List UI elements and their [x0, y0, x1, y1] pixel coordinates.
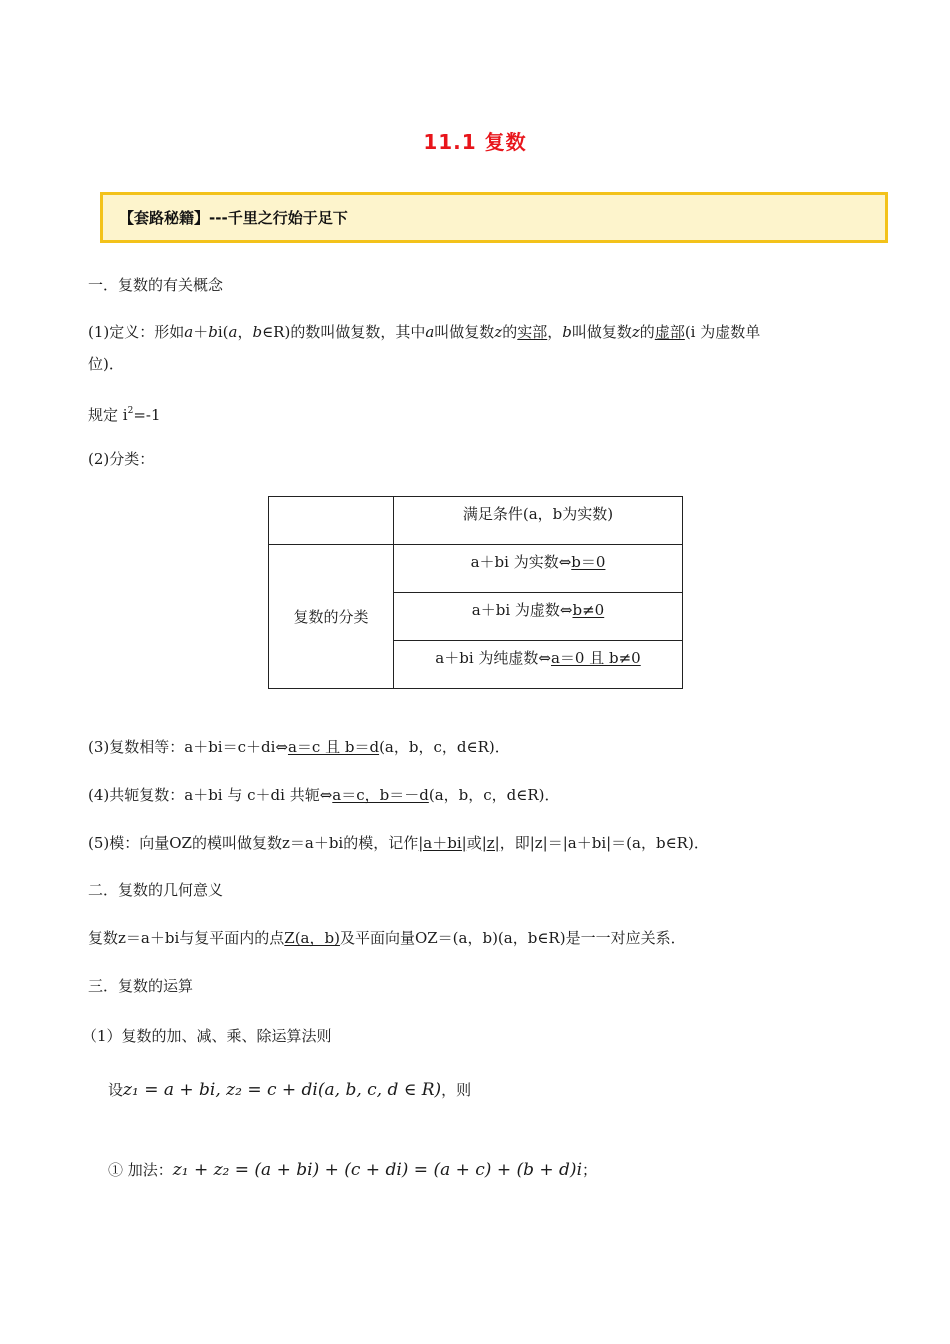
tips-banner [100, 192, 888, 243]
rule-text: 规定 i [88, 406, 128, 424]
equality-expr: a＋bi＝c＋di⇔ [184, 738, 288, 756]
addition-formula: z₁ + z₂ = (a + bi) + (c + di) = (a + c) + (b + d)i [172, 1160, 583, 1180]
modulus-tail: ，即|z|＝|a＋bi|＝(a，b∈R)． [499, 834, 709, 852]
geometry-expr: z＝a＋bi [118, 929, 180, 947]
banner-bracket: 【套路秘籍】 [119, 209, 210, 227]
modulus-line [88, 833, 709, 853]
geometry-text-c: 及平面向量OZ＝(a，b)(a，b∈R)是一一对应关系． [339, 929, 686, 947]
banner-motto: ---千里之行始于足下 [209, 209, 348, 227]
geometry-line [88, 928, 686, 948]
geometry-text-b: 与复平面内的点 [179, 929, 285, 947]
def-mid4: 的 [502, 323, 518, 341]
def-mid6: 的 [639, 323, 655, 341]
geometry-point: Z(a，b) [284, 929, 340, 947]
def-mid3: 叫做复数 [434, 323, 495, 341]
conjugate-tail: (a，b，c，d∈R)． [428, 786, 560, 804]
table-row [394, 593, 683, 641]
definition-line-1: (1)定义：形如a＋bi(a，b∈R)的数叫做复数，其中a叫做复数z的实部，b叫做复数z的虚部(i 为虚数单 [88, 323, 761, 341]
geometry-text-a: 复数 [88, 929, 119, 947]
definition-line-2: 位)． [88, 355, 124, 373]
equality-label: (3)复数相等： [88, 738, 185, 756]
equality-line [88, 737, 510, 757]
row-answer: a＝0 且 b≠0 [550, 649, 641, 667]
modulus-answer-1: |a＋bi| [418, 834, 467, 852]
table-corner-cell [269, 497, 394, 545]
rule-sup: 2 [127, 406, 134, 416]
table-row-label: 复数的分类 [269, 545, 394, 689]
conjugate-line [88, 785, 560, 805]
rule-tail: =-1 [133, 406, 161, 424]
row-answer: b＝0 [571, 553, 606, 571]
addition-tail: ； [582, 1161, 598, 1179]
section1-heading: 一．复数的有关概念 [88, 276, 224, 294]
def-mid2: ∈R)的数叫做复数，其中 [262, 323, 426, 341]
modulus-answer-2: |z| [481, 834, 500, 852]
modulus-mid: 的模，记作 [343, 834, 419, 852]
classification-label: (2)分类： [88, 450, 155, 468]
def-tail: (i 为虚数单 [684, 323, 761, 341]
row-answer: b≠0 [572, 601, 605, 619]
banner-text [119, 207, 348, 228]
row-condition: a＋bi 为纯虚数⇔ [435, 649, 551, 667]
addition-line [108, 1160, 597, 1180]
addition-label: ① 加法： [108, 1161, 173, 1179]
conjugate-answer: a＝c，b＝－d [332, 786, 429, 804]
section3-heading: 三．复数的运算 [88, 977, 194, 995]
rule-line [88, 401, 161, 425]
setup-label: 设 [108, 1081, 124, 1099]
def-mid5: 叫做复数 [571, 323, 632, 341]
table-header-cell: 满足条件(a，b为实数) [394, 497, 683, 545]
setup-line [108, 1080, 471, 1100]
equality-answer: a＝c 且 b＝d [287, 738, 380, 756]
real-part-term: 实部 [517, 323, 548, 341]
section2-heading: 二．复数的几何意义 [88, 881, 224, 899]
page-title: 11.1 复数 [423, 130, 527, 154]
classification-table [268, 496, 683, 689]
modulus-or: 或 [466, 834, 482, 852]
row-condition: a＋bi 为实数⇔ [470, 553, 572, 571]
table-row [394, 545, 683, 593]
operations-subheading: （1）复数的加、减、乘、除运算法则 [82, 1027, 332, 1045]
table-row [394, 641, 683, 689]
def-paren: ( [222, 323, 229, 341]
conjugate-expr: a＋bi 与 c＋di 共轭⇔ [184, 786, 333, 804]
setup-tail: ，则 [441, 1081, 472, 1099]
conjugate-label: (4)共轭复数： [88, 786, 185, 804]
equality-tail: (a，b，c，d∈R)． [379, 738, 510, 756]
setup-formula: z₁ = a + bi, z₂ = c + di(a, b, c, d ∈ R) [123, 1080, 442, 1100]
modulus-label: (5)模：向量OZ的模叫做复数 [88, 834, 282, 852]
imag-part-term: 虚部 [654, 323, 685, 341]
row-condition: a＋bi 为虚数⇔ [471, 601, 573, 619]
modulus-expr: z＝a＋bi [281, 834, 344, 852]
def-label: (1)定义：形如 [88, 323, 185, 341]
